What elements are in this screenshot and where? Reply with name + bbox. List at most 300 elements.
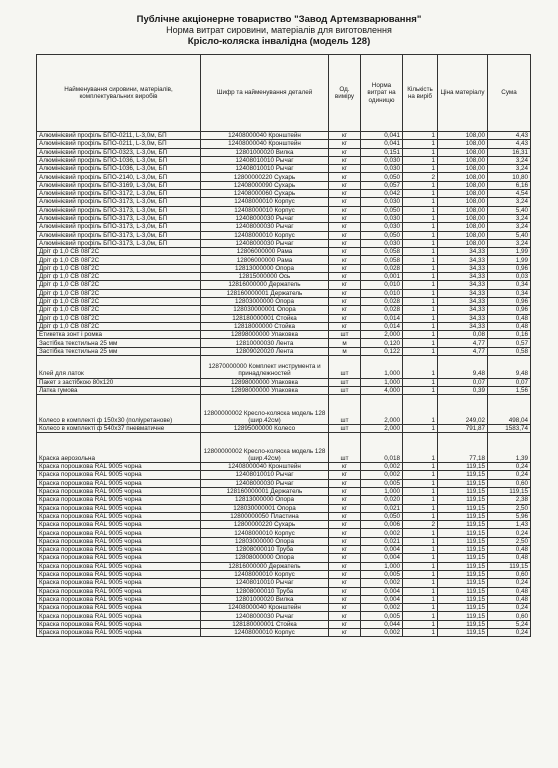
cell-norm: 0,004 <box>361 595 403 603</box>
cell-name: Краска порошкова RAL 9005 чорна <box>37 521 201 529</box>
cell-qty: 1 <box>403 273 438 281</box>
cell-price: 119,15 <box>438 537 488 545</box>
cell-sum: 3,24 <box>488 165 531 173</box>
cell-unit: кг <box>329 587 361 595</box>
cell-qty: 1 <box>403 546 438 554</box>
cell-name: Краска порошкова RAL 9005 чорна <box>37 579 201 587</box>
cell-unit: кг <box>329 239 361 247</box>
table-row <box>37 562 531 570</box>
cell-code: 12408000010 Корпус <box>201 198 329 206</box>
cell-name: Дріт ф 1,0 СВ 08Г2С <box>37 314 201 322</box>
cell-price: 119,15 <box>438 629 488 637</box>
cell-qty: 1 <box>403 339 438 347</box>
cell-code: 12408000010 Корпус <box>201 570 329 578</box>
cell-name: Краска порошкова RAL 9005 чорна <box>37 629 201 637</box>
cell-name: Алюмінієвий профіль БПО-3169, L-3,0м, БП <box>37 181 201 189</box>
table-row <box>37 529 531 537</box>
cell-code: 12898000000 Упаковка <box>201 331 329 339</box>
cell-sum: 1,99 <box>488 248 531 256</box>
cell-price: 119,15 <box>438 471 488 479</box>
column-header-code: Шифр та найменування деталей <box>201 55 329 132</box>
cell-qty: 1 <box>403 554 438 562</box>
column-header-norm: Норма витрат на одиницю <box>361 55 403 132</box>
cell-price: 249,02 <box>438 395 488 425</box>
table-row <box>37 433 531 463</box>
cell-code: 12803000000 Опора <box>201 537 329 545</box>
cell-norm: 1,000 <box>361 487 403 495</box>
cell-name: Латка гумова <box>37 386 201 394</box>
cell-code: 12408000010 Корпус <box>201 529 329 537</box>
cell-code: 12408000010 Корпус <box>201 231 329 239</box>
cell-qty: 1 <box>403 487 438 495</box>
cell-unit: кг <box>329 190 361 198</box>
cell-price: 119,15 <box>438 512 488 520</box>
cell-unit: кг <box>329 629 361 637</box>
table-row <box>37 148 531 156</box>
cell-unit: кг <box>329 479 361 487</box>
cell-price: 119,15 <box>438 604 488 612</box>
cell-name: Краска порошкова RAL 9005 чорна <box>37 487 201 495</box>
cell-name: Алюмінієвий профіль БПО-3173, L-3,0м, БП <box>37 231 201 239</box>
cell-price: 108,00 <box>438 156 488 164</box>
cell-unit: кг <box>329 181 361 189</box>
cell-unit: кг <box>329 289 361 297</box>
cell-price: 108,00 <box>438 132 488 140</box>
cell-code: 12800000220 Сухарь <box>201 173 329 181</box>
cell-qty: 1 <box>403 322 438 330</box>
cell-code: 12898000000 Упаковка <box>201 386 329 394</box>
cell-price: 119,15 <box>438 463 488 471</box>
cell-code: 12408000040 Кронштейн <box>201 463 329 471</box>
cell-name: Алюмінієвий профіль БПО-3173, L-3,0м, БП <box>37 214 201 222</box>
cell-norm: 0,044 <box>361 620 403 628</box>
cell-code: 12800000002 Кресло-коляска модель 128 (шир.42см) <box>201 433 329 463</box>
cell-norm: 0,010 <box>361 289 403 297</box>
cell-price: 0,39 <box>438 386 488 394</box>
cell-code: 12809020020 Лента <box>201 347 329 355</box>
cell-qty: 1 <box>403 395 438 425</box>
cell-qty: 1 <box>403 620 438 628</box>
cell-code: 12408010010 Рычаг <box>201 579 329 587</box>
cell-name: Алюмінієвий профіль БПО-3173, L-3,0м, БП <box>37 198 201 206</box>
cell-unit: кг <box>329 231 361 239</box>
cell-name: Краска порошкова RAL 9005 чорна <box>37 546 201 554</box>
cell-sum: 6,16 <box>488 181 531 189</box>
cell-code: 12408000030 Рычаг <box>201 214 329 222</box>
cell-qty: 1 <box>403 248 438 256</box>
table-row <box>37 289 531 297</box>
cell-sum: 1,99 <box>488 256 531 264</box>
cell-norm: 0,002 <box>361 629 403 637</box>
document-header <box>0 0 558 47</box>
cell-name: Дріт ф 1,0 СВ 08Г2С <box>37 306 201 314</box>
cell-name: Дріт ф 1,0 СВ 08Г2С <box>37 248 201 256</box>
cell-price: 108,00 <box>438 140 488 148</box>
cell-sum: 0,48 <box>488 314 531 322</box>
cell-norm: 0,028 <box>361 264 403 272</box>
table-row <box>37 297 531 305</box>
table-row <box>37 181 531 189</box>
table-row <box>37 331 531 339</box>
cell-code: 12808000010 Труба <box>201 587 329 595</box>
cell-sum: 3,24 <box>488 239 531 247</box>
cell-unit: кг <box>329 487 361 495</box>
cell-sum: 0,58 <box>488 347 531 355</box>
cell-code: 12408000060 Сухарь <box>201 190 329 198</box>
cell-name: Краска порошкова RAL 9005 чорна <box>37 504 201 512</box>
cell-price: 34,33 <box>438 314 488 322</box>
cell-name: Краска порошкова RAL 9005 чорна <box>37 479 201 487</box>
cell-code: 12808000000 Опора <box>201 554 329 562</box>
table-row <box>37 537 531 545</box>
cell-sum: 3,24 <box>488 156 531 164</box>
cell-qty: 1 <box>403 165 438 173</box>
table-row <box>37 339 531 347</box>
cell-unit: кг <box>329 148 361 156</box>
cell-norm: 0,001 <box>361 273 403 281</box>
cell-unit: кг <box>329 512 361 520</box>
cell-code: 12408000030 Рычаг <box>201 479 329 487</box>
cell-name: Краска порошкова RAL 9005 чорна <box>37 537 201 545</box>
cell-unit: кг <box>329 521 361 529</box>
cell-norm: 0,041 <box>361 140 403 148</box>
cell-price: 119,15 <box>438 587 488 595</box>
cell-norm: 0,018 <box>361 433 403 463</box>
column-header-qty: Кількість на виріб <box>403 55 438 132</box>
cell-unit: кг <box>329 264 361 272</box>
cell-sum: 0,60 <box>488 612 531 620</box>
cell-unit: шт <box>329 378 361 386</box>
cell-unit: кг <box>329 165 361 173</box>
cell-norm: 0,014 <box>361 322 403 330</box>
cell-name: Краска порошкова RAL 9005 чорна <box>37 529 201 537</box>
cell-sum: 0,48 <box>488 554 531 562</box>
cell-name: Алюмінієвий профіль БПО-0211, L-3,0м, БП <box>37 140 201 148</box>
cell-sum: 1,43 <box>488 521 531 529</box>
cell-unit: шт <box>329 386 361 394</box>
cell-norm: 0,050 <box>361 173 403 181</box>
cell-code: 12801000020 Вилка <box>201 595 329 603</box>
cell-unit: кг <box>329 248 361 256</box>
cell-qty: 1 <box>403 223 438 231</box>
cell-sum: 3,24 <box>488 214 531 222</box>
cell-unit: кг <box>329 595 361 603</box>
cell-sum: 0,60 <box>488 570 531 578</box>
cell-norm: 0,002 <box>361 604 403 612</box>
cell-sum: 0,24 <box>488 629 531 637</box>
cell-code: 12895000000 Колесо <box>201 425 329 433</box>
cell-sum: 0,96 <box>488 297 531 305</box>
cell-price: 119,15 <box>438 487 488 495</box>
column-header-unit: Од. виміру <box>329 55 361 132</box>
table-row <box>37 604 531 612</box>
cell-unit: кг <box>329 273 361 281</box>
cell-qty: 1 <box>403 629 438 637</box>
cell-unit: кг <box>329 281 361 289</box>
cell-unit: кг <box>329 546 361 554</box>
cell-norm: 0,057 <box>361 181 403 189</box>
cell-unit: кг <box>329 529 361 537</box>
cell-unit: кг <box>329 562 361 570</box>
cell-norm: 0,004 <box>361 554 403 562</box>
table-body <box>37 132 531 637</box>
table-row <box>37 504 531 512</box>
cell-qty: 1 <box>403 579 438 587</box>
cell-sum: 0,60 <box>488 479 531 487</box>
cell-unit: кг <box>329 314 361 322</box>
table-row <box>37 471 531 479</box>
cell-price: 4,77 <box>438 339 488 347</box>
cell-name: Краска порошкова RAL 9005 чорна <box>37 620 201 628</box>
cell-name: Етикетка зонт і ромка <box>37 331 201 339</box>
table-row <box>37 256 531 264</box>
cell-unit: кг <box>329 620 361 628</box>
cell-code: 128030000001 Опора <box>201 306 329 314</box>
cell-sum: 5,24 <box>488 620 531 628</box>
table-row <box>37 554 531 562</box>
cell-price: 119,15 <box>438 570 488 578</box>
cell-name: Алюмінієвий профіль БПО-1036, L-3,0м, БП <box>37 165 201 173</box>
cell-norm: 2,000 <box>361 425 403 433</box>
cell-qty: 1 <box>403 347 438 355</box>
cell-price: 119,15 <box>438 620 488 628</box>
cell-sum: 4,54 <box>488 190 531 198</box>
cell-code: 12818000000 Стойка <box>201 322 329 330</box>
cell-norm: 0,050 <box>361 512 403 520</box>
table-row <box>37 165 531 173</box>
cell-sum: 0,57 <box>488 339 531 347</box>
cell-price: 4,77 <box>438 347 488 355</box>
cell-qty: 1 <box>403 479 438 487</box>
cell-norm: 0,050 <box>361 206 403 214</box>
cell-sum: 3,24 <box>488 198 531 206</box>
cell-sum: 0,03 <box>488 273 531 281</box>
cell-name: Дріт ф 1,0 СВ 08Г2С <box>37 322 201 330</box>
cell-code: 12408010010 Рычаг <box>201 156 329 164</box>
cell-qty: 1 <box>403 433 438 463</box>
cell-name: Алюмінієвий профіль БПО-3172, L-3,0м, БП <box>37 190 201 198</box>
table-row <box>37 570 531 578</box>
table-row <box>37 314 531 322</box>
cell-qty: 1 <box>403 471 438 479</box>
cell-name: Алюмінієвий профіль БПО-0211, L-3,0м, БП <box>37 132 201 140</box>
cell-price: 108,00 <box>438 223 488 231</box>
cell-qty: 1 <box>403 570 438 578</box>
cell-code: 12408000010 Корпус <box>201 629 329 637</box>
cell-unit: кг <box>329 173 361 181</box>
table-row <box>37 356 531 379</box>
cell-code: 12813000000 Опора <box>201 496 329 504</box>
cell-qty: 1 <box>403 504 438 512</box>
cell-unit: кг <box>329 132 361 140</box>
cell-norm: 0,050 <box>361 231 403 239</box>
cell-code: 12408000030 Рычаг <box>201 612 329 620</box>
cell-name: Клей для латок <box>37 356 201 379</box>
cell-name: Краска аерозольна <box>37 433 201 463</box>
cell-name: Дріт ф 1,0 СВ 08Г2С <box>37 256 201 264</box>
table-row <box>37 512 531 520</box>
cell-unit: кг <box>329 156 361 164</box>
cell-norm: 0,021 <box>361 504 403 512</box>
cell-norm: 0,020 <box>361 496 403 504</box>
cell-price: 108,00 <box>438 181 488 189</box>
cell-code: 12803000000 Опора <box>201 297 329 305</box>
cell-name: Краска порошкова RAL 9005 чорна <box>37 612 201 620</box>
cell-price: 119,15 <box>438 554 488 562</box>
cell-name: Алюмінієвий профіль БПО-3173, L-3,0м, БП <box>37 239 201 247</box>
table-row <box>37 206 531 214</box>
cell-code: 12815000000 Ось <box>201 273 329 281</box>
cell-code: 128180000001 Стойка <box>201 620 329 628</box>
cell-name: Алюмінієвий профіль БПО-0323, L-3,0м, БП <box>37 148 201 156</box>
cell-code: 12806000000 Рама <box>201 248 329 256</box>
product-title: Крісло-коляска інвалідна (модель 128) <box>187 36 371 47</box>
cell-price: 34,33 <box>438 281 488 289</box>
table-row <box>37 306 531 314</box>
cell-price: 0,08 <box>438 331 488 339</box>
cell-code: 128180000001 Стойка <box>201 314 329 322</box>
cell-name: Колесо в комплекті ф 540х37 пневматичне <box>37 425 201 433</box>
cell-unit: кг <box>329 297 361 305</box>
cell-unit: кг <box>329 463 361 471</box>
cell-code: 12408000090 Сухарь <box>201 181 329 189</box>
table-row <box>37 248 531 256</box>
cell-qty: 1 <box>403 198 438 206</box>
cell-norm: 0,006 <box>361 521 403 529</box>
cell-norm: 4,000 <box>361 386 403 394</box>
cell-norm: 0,014 <box>361 314 403 322</box>
cell-qty: 1 <box>403 206 438 214</box>
cell-sum: 1,56 <box>488 386 531 394</box>
cell-price: 108,00 <box>438 173 488 181</box>
cell-unit: шт <box>329 356 361 379</box>
cell-qty: 1 <box>403 529 438 537</box>
cell-norm: 0,010 <box>361 281 403 289</box>
cell-unit: кг <box>329 496 361 504</box>
cell-qty: 2 <box>403 521 438 529</box>
cell-code: 12898000000 Упаковка <box>201 378 329 386</box>
cell-unit: кг <box>329 206 361 214</box>
cell-sum: 9,48 <box>488 356 531 379</box>
cell-qty: 1 <box>403 612 438 620</box>
cell-sum: 0,48 <box>488 546 531 554</box>
cell-price: 119,15 <box>438 546 488 554</box>
cell-norm: 0,002 <box>361 471 403 479</box>
column-header-name: Найменування сировини, матеріалів, комплектувальних виробів <box>37 55 201 132</box>
cell-price: 791,87 <box>438 425 488 433</box>
cell-name: Дріт ф 1,0 СВ 08Г2С <box>37 281 201 289</box>
materials-table <box>36 54 531 637</box>
cell-qty: 1 <box>403 386 438 394</box>
cell-name: Колесо в комплекті ф 150х30 (поліуретанове) <box>37 395 201 425</box>
cell-sum: 1583,74 <box>488 425 531 433</box>
cell-price: 119,15 <box>438 579 488 587</box>
cell-sum: 0,96 <box>488 264 531 272</box>
cell-name: Краска порошкова RAL 9005 чорна <box>37 570 201 578</box>
cell-norm: 0,042 <box>361 190 403 198</box>
cell-qty: 1 <box>403 314 438 322</box>
cell-norm: 0,030 <box>361 239 403 247</box>
cell-norm: 0,030 <box>361 165 403 173</box>
table-row <box>37 587 531 595</box>
cell-norm: 1,000 <box>361 378 403 386</box>
cell-price: 108,00 <box>438 190 488 198</box>
cell-price: 119,15 <box>438 612 488 620</box>
table-row <box>37 612 531 620</box>
cell-unit: м <box>329 347 361 355</box>
cell-norm: 2,000 <box>361 331 403 339</box>
cell-unit: кг <box>329 214 361 222</box>
cell-price: 119,15 <box>438 479 488 487</box>
cell-price: 77,18 <box>438 433 488 463</box>
table-row <box>37 132 531 140</box>
cell-code: 12408000030 Рычаг <box>201 223 329 231</box>
column-header-sum: Сума <box>488 55 531 132</box>
table-row <box>37 190 531 198</box>
cell-norm: 0,041 <box>361 132 403 140</box>
cell-name: Алюмінієвий профіль БПО-3173, L-3,0м, БП <box>37 206 201 214</box>
cell-sum: 0,48 <box>488 595 531 603</box>
cell-price: 34,33 <box>438 322 488 330</box>
cell-code: 128160000001 Держатель <box>201 487 329 495</box>
cell-unit: шт <box>329 331 361 339</box>
cell-price: 34,33 <box>438 256 488 264</box>
cell-sum: 0,34 <box>488 289 531 297</box>
cell-price: 119,15 <box>438 521 488 529</box>
cell-code: 12813000000 Опора <box>201 264 329 272</box>
cell-sum: 5,96 <box>488 512 531 520</box>
cell-name: Застібка текстильна 25 мм <box>37 347 201 355</box>
cell-sum: 1,39 <box>488 433 531 463</box>
cell-norm: 0,122 <box>361 347 403 355</box>
cell-norm: 0,002 <box>361 463 403 471</box>
cell-sum: 119,15 <box>488 562 531 570</box>
cell-qty: 1 <box>403 496 438 504</box>
table-row <box>37 156 531 164</box>
cell-code: 12800000220 Сухарь <box>201 521 329 529</box>
cell-sum: 119,15 <box>488 487 531 495</box>
cell-code: 128160000001 Держатель <box>201 289 329 297</box>
cell-name: Застібка текстильна 25 мм <box>37 339 201 347</box>
cell-name: Краска порошкова RAL 9005 чорна <box>37 587 201 595</box>
cell-norm: 0,151 <box>361 148 403 156</box>
cell-sum: 0,96 <box>488 306 531 314</box>
cell-norm: 0,030 <box>361 156 403 164</box>
cell-sum: 4,43 <box>488 140 531 148</box>
cell-price: 108,00 <box>438 231 488 239</box>
table-row <box>37 395 531 425</box>
cell-qty: 1 <box>403 331 438 339</box>
cell-sum: 4,43 <box>488 132 531 140</box>
cell-norm: 2,000 <box>361 395 403 425</box>
table-row <box>37 521 531 529</box>
table-row <box>37 386 531 394</box>
cell-code: 12870000000 Комплект инструмента и принадлежностей <box>201 356 329 379</box>
cell-code: 12408000040 Кронштейн <box>201 140 329 148</box>
cell-name: Краска порошкова RAL 9005 чорна <box>37 496 201 504</box>
cell-code: 12810000030 Лента <box>201 339 329 347</box>
cell-unit: м <box>329 339 361 347</box>
cell-sum: 0,24 <box>488 529 531 537</box>
table-row <box>37 239 531 247</box>
table-row <box>37 347 531 355</box>
cell-price: 34,33 <box>438 264 488 272</box>
table-header-row <box>37 55 531 132</box>
cell-unit: кг <box>329 554 361 562</box>
cell-norm: 1,000 <box>361 562 403 570</box>
cell-qty: 1 <box>403 378 438 386</box>
table-row <box>37 629 531 637</box>
